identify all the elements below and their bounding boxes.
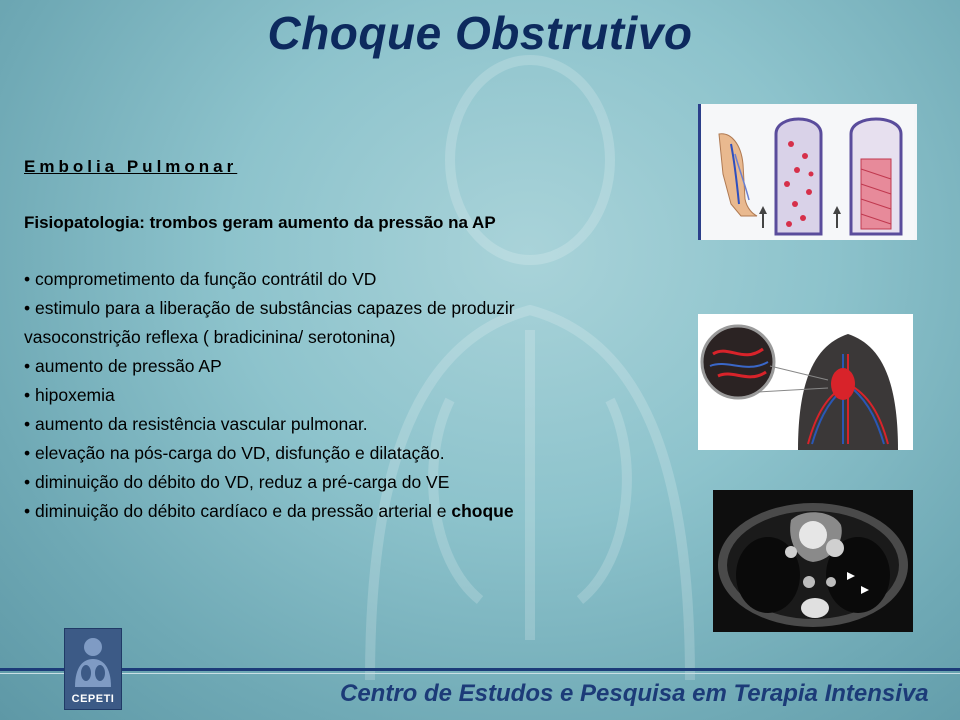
pathophysiology-heading: Fisiopatologia: trombos geram aumento da pressão na AP: [24, 213, 496, 232]
leg-vein-thrombus-image: [698, 104, 917, 240]
footer-institution-name: Centro de Estudos e Pesquisa em Terapia Intensiva: [340, 680, 929, 707]
bullet-item-last: [24, 497, 714, 526]
bullet-item: • elevação na pós-carga do VD, disfunção e dilatação.: [24, 443, 445, 463]
logo-label: CEPETI: [71, 693, 115, 705]
bullet-item: • diminuição do débito do VD, reduz a pré-carga do VE: [24, 472, 450, 492]
bullet-item: vasoconstrição reflexa ( bradicinina/ serotonina): [24, 327, 396, 347]
slide-title: Choque Obstrutivo: [267, 7, 693, 59]
footer-divider-light: [0, 673, 960, 674]
section-subtitle: Embolia Pulmonar: [24, 157, 238, 176]
bullet-item: • comprometimento da função contrátil do VD: [24, 269, 377, 289]
bullet-item-last-text: • diminuição do débito cardíaco e da pressão arterial e: [24, 501, 452, 521]
cepeti-logo-icon: [64, 628, 122, 710]
chest-ct-image: [713, 490, 913, 632]
bullet-item: • aumento da resistência vascular pulmonar.: [24, 414, 368, 434]
circulatory-system-image: [698, 314, 913, 450]
footer-divider: [0, 668, 960, 671]
bullet-list: [24, 265, 714, 526]
bullet-item-last-bold: choque: [451, 501, 514, 521]
bullet-item: • estimulo para a liberação de substâncias capazes de produzir: [24, 298, 515, 318]
bullet-item: • aumento de pressão AP: [24, 356, 222, 376]
bullet-item: • hipoxemia: [24, 385, 115, 405]
